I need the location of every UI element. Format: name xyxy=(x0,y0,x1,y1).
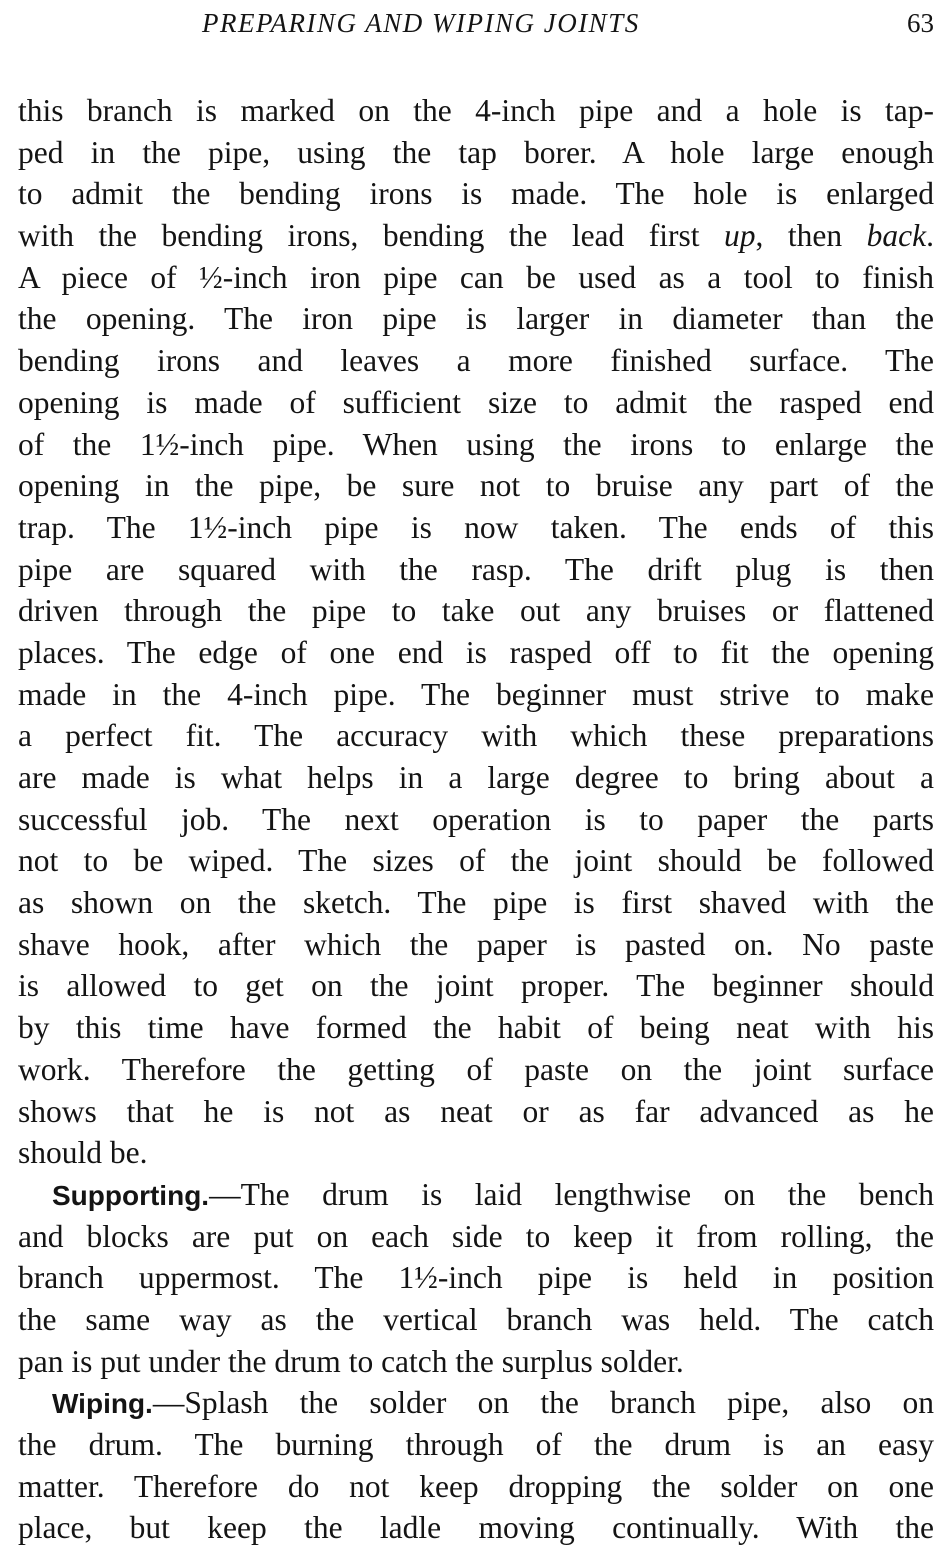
text-line: a perfect fit. The accuracy with which these preparations xyxy=(18,718,934,754)
text-line: opening is made of sufficient size to admit the rasped end xyxy=(18,384,934,420)
text-line: pan is put under the drum to catch the surplus solder. xyxy=(18,1343,684,1379)
paragraph-main xyxy=(18,90,934,1174)
text-line: and blocks are put on each side to keep it from rolling, the xyxy=(18,1218,934,1254)
text-line: driven through the pipe to take out any bruises or flattened xyxy=(18,593,934,629)
text-line: the drum. The burning through of the drum is an easy xyxy=(18,1427,934,1462)
text-segment: with the bending irons, bending the lead first xyxy=(18,218,725,254)
text-line: pipe are squared with the rasp. The drift plug is then xyxy=(18,551,934,587)
text-line: bending irons and leaves a more finished surface. The xyxy=(18,343,934,379)
running-header xyxy=(18,8,934,48)
text-line: ped in the pipe, using the tap borer. A hole large enough xyxy=(18,134,934,170)
italic-word: back xyxy=(866,218,927,254)
text-line: place, but keep the ladle moving continually. With the xyxy=(18,1510,934,1546)
text-line: work. Therefore the getting of paste on the joint surface xyxy=(18,1051,934,1087)
text-line: places. The edge of one end is rasped off to fit the opening xyxy=(18,634,934,670)
book-page xyxy=(18,8,934,1549)
section-heading-wiping: Wiping. xyxy=(52,1388,153,1420)
text-line xyxy=(18,1174,934,1216)
text-line: the opening. The iron pipe is larger in diameter than the xyxy=(18,301,934,337)
text-line: A piece of ½-inch iron pipe can be used as a tool to finish xyxy=(18,259,934,295)
text-line: branch uppermost. The 1½-inch pipe is held in position xyxy=(18,1260,934,1296)
text-line: should be. xyxy=(18,1135,148,1171)
text-line: successful job. The next operation is to paper the parts xyxy=(18,801,934,837)
text-line: to admit the bending irons is made. The hole is enlarged xyxy=(18,176,934,212)
body-text xyxy=(18,90,934,1549)
text-line xyxy=(18,215,934,257)
text-line: made in the 4-inch pipe. The beginner must strive to make xyxy=(18,676,934,712)
text-line: not to be wiped. The sizes of the joint should be followed xyxy=(18,843,934,879)
text-segment: , then xyxy=(755,218,867,254)
italic-word: up xyxy=(724,218,756,254)
text-segment: —Splash the solder on the branch pipe, also on xyxy=(152,1385,934,1421)
text-line: the same way as the vertical branch was held. The catch xyxy=(18,1301,934,1337)
page-number: 63 xyxy=(907,8,934,38)
text-line: shows that he is not as neat or as far advanced as he xyxy=(18,1093,934,1129)
text-segment: —The drum is laid lengthwise on the bench xyxy=(209,1176,934,1212)
paragraph-wiping xyxy=(18,1382,934,1549)
text-line: shave hook, after which the paper is pasted on. No paste xyxy=(18,926,934,962)
paragraph-supporting xyxy=(18,1174,934,1382)
text-segment: . xyxy=(926,218,935,254)
text-line: as shown on the sketch. The pipe is first shaved with the xyxy=(18,885,934,921)
section-heading-supporting: Supporting. xyxy=(52,1179,210,1211)
running-title: PREPARING AND WIPING JOINTS xyxy=(202,8,640,38)
text-line: by this time have formed the habit of being neat with his xyxy=(18,1010,934,1046)
text-line: is allowed to get on the joint proper. The beginner should xyxy=(18,968,934,1004)
text-line: of the 1½-inch pipe. When using the irons to enlarge the xyxy=(18,426,934,462)
text-line: this branch is marked on the 4-inch pipe and a hole is tap- xyxy=(18,93,934,128)
text-line: trap. The 1½-inch pipe is now taken. The ends of this xyxy=(18,509,934,545)
text-line xyxy=(18,1382,934,1424)
text-line: opening in the pipe, be sure not to bruise any part of the xyxy=(18,468,934,504)
text-line: matter. Therefore do not keep dropping the solder on one xyxy=(18,1468,934,1504)
text-line: are made is what helps in a large degree to bring about a xyxy=(18,760,934,795)
